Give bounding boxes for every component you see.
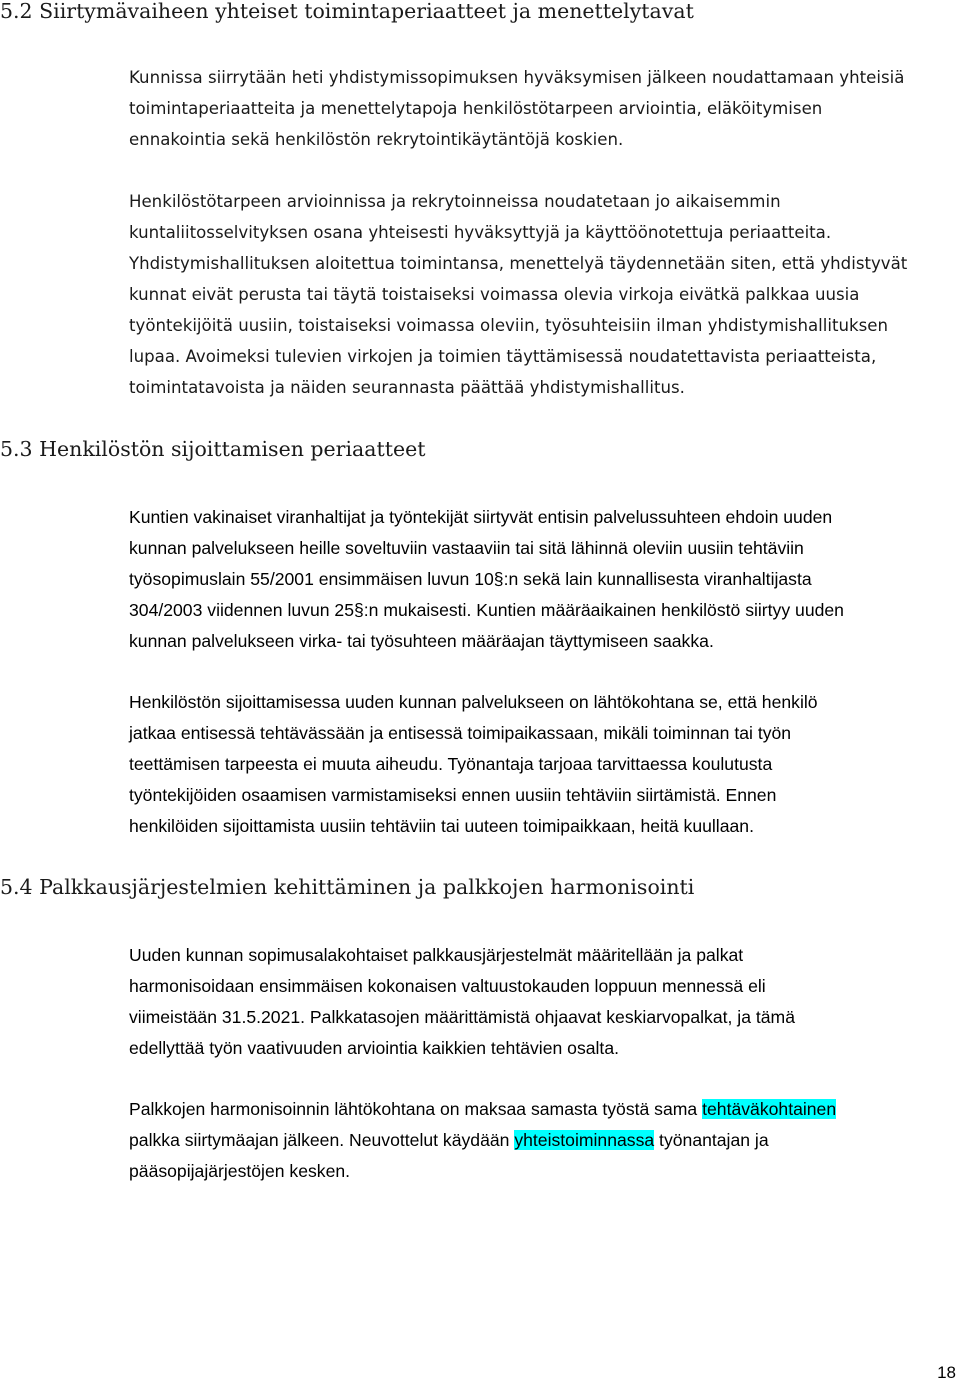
paragraph-5-4-pay-systems	[129, 940, 795, 1064]
text-line: harmonisoidaan ensimmäisen kokonaisen valtuustokauden loppuun mennessä eli	[129, 976, 766, 996]
text-segment: työnantajan ja	[654, 1130, 769, 1150]
text-line: kuntaliitosselvityksen osana yhteisesti hyväksyttyjä ja käyttöönotettuja periaatteita.	[129, 223, 832, 242]
text-segment: palkka siirtymäajan jälkeen. Neuvottelut käydään	[129, 1130, 515, 1150]
paragraph-5-4-harmonisation	[129, 1094, 836, 1187]
text-line	[129, 1094, 836, 1125]
text-line: teettämisen tarpeesta ei muuta aiheudu. Työnantaja tarjoaa tarvittaessa koulutusta	[129, 754, 773, 774]
text-line: Henkilöstötarpeen arvioinnissa ja rekrytoinneissa noudatetaan jo aikaisemmin	[129, 192, 781, 211]
paragraph-5-2-intro	[129, 62, 904, 155]
text-line: henkilöiden sijoittamista uusiin tehtäviin tai uuteen toimipaikkaan, heitä kuullaan.	[129, 816, 754, 836]
highlighted-text: yhteistoiminnassa	[514, 1130, 655, 1150]
text-line: työsopimuslain 55/2001 ensimmäisen luvun 10§:n sekä lain kunnallisesta viranhaltijasta	[129, 569, 812, 589]
section-title-5-2: 5.2 Siirtymävaiheen yhteiset toimintaperiaatteet ja menettelytavat	[0, 0, 694, 23]
text-line: työntekijöiden osaamisen varmistamiseksi ennen uusiin tehtäviin siirtämistä. Ennen	[129, 785, 777, 805]
text-line: Kunnissa siirrytään heti yhdistymissopimuksen hyväksymisen jälkeen noudattamaan yhteisiä	[129, 68, 905, 87]
text-line: pääsopijajärjestöjen kesken.	[129, 1161, 351, 1181]
page-number: 18	[937, 1363, 956, 1382]
text-line: kunnan palvelukseen virka- tai työsuhteen määräajan täyttymiseen saakka.	[129, 631, 714, 651]
paragraph-5-3-placement	[129, 687, 818, 842]
text-line: lupaa. Avoimeksi tulevien virkojen ja toimien täyttämisessä noudatettavista periaatteista,	[129, 347, 877, 366]
text-line: viimeistään 31.5.2021. Palkkatasojen määrittämistä ohjaavat keskiarvopalkat, ja tämä	[129, 1007, 795, 1027]
text-line: kunnan palvelukseen heille soveltuviin vastaaviin tai sitä lähinnä oleviin uusiin tehtäviin	[129, 538, 804, 558]
text-line: jatkaa entisessä tehtävässään ja entisessä toimipaikassaan, mikäli toiminnan tai työn	[129, 723, 792, 743]
text-line: Uuden kunnan sopimusalakohtaiset palkkausjärjestelmät määritellään ja palkat	[129, 945, 744, 965]
text-line	[129, 1125, 836, 1156]
section-title-5-3: 5.3 Henkilöstön sijoittamisen periaatteet	[0, 437, 426, 461]
text-line: 304/2003 viidennen luvun 25§:n mukaisesti. Kuntien määräaikainen henkilöstö siirtyy uuden	[129, 600, 844, 620]
text-line: toimintaperiaatteita ja menettelytapoja henkilöstötarpeen arviointia, eläköitymisen	[129, 99, 823, 118]
text-segment: Palkkojen harmonisoinnin lähtökohtana on maksaa samasta työstä sama	[129, 1099, 703, 1119]
text-line: kunnat eivät perusta tai täytä toistaiseksi voimassa olevia virkoja eivätkä palkkaa uusia	[129, 285, 860, 304]
highlighted-text: tehtäväkohtainen	[702, 1099, 837, 1119]
paragraph-5-2-recruitment	[129, 186, 907, 403]
text-line: Kuntien vakinaiset viranhaltijat ja työntekijät siirtyvät entisin palvelussuhteen ehdoin uuden	[129, 507, 833, 527]
section-title-5-4: 5.4 Palkkausjärjestelmien kehittäminen ja palkkojen harmonisointi	[0, 875, 695, 899]
text-line: edellyttää työn vaativuuden arviointia kaikkien tehtävien osalta.	[129, 1038, 619, 1058]
text-line: Henkilöstön sijoittamisessa uuden kunnan palvelukseen on lähtökohtana se, että henkilö	[129, 692, 818, 712]
paragraph-5-3-transfer	[129, 502, 844, 657]
text-line: Yhdistymishallituksen aloitettua toimintansa, menettelyä täydennetään siten, että yhdistyvät	[129, 254, 908, 273]
text-line: työntekijöitä uusiin, toistaiseksi voimassa oleviin, työsuhteisiin ilman yhdistymishallituksen	[129, 316, 889, 335]
text-line: ennakointia sekä henkilöstön rekrytointikäytäntöjä koskien.	[129, 130, 624, 149]
text-line: toimintatavoista ja näiden seurannasta päättää yhdistymishallitus.	[129, 378, 685, 397]
